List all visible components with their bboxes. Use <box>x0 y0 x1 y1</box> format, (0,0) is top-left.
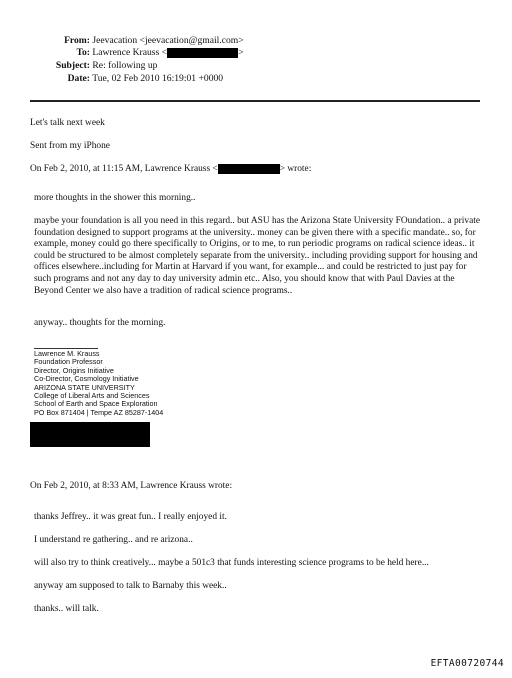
quoted-paragraph-2 <box>34 216 484 297</box>
signature-line: PO Box 871404 | Tempe AZ 85287-1404 <box>34 407 164 417</box>
signature-line: College of Liberal Arts and Sciences <box>34 391 150 401</box>
header-subject <box>30 60 157 72</box>
subject-value: Re: following up <box>92 60 158 71</box>
quote-header-suffix: > wrote: <box>279 164 312 174</box>
redaction-box <box>167 48 238 58</box>
quoted-line: I understand re gathering.. and re arizona.. <box>34 535 193 545</box>
signature-block <box>34 350 163 417</box>
redaction-box <box>30 422 150 447</box>
quote-header-2: On Feb 2, 2010, at 8:33 AM, Lawrence Krauss wrote: <box>30 481 233 491</box>
reply-line-2: Sent from my iPhone <box>30 141 110 151</box>
header-from <box>30 35 244 47</box>
date-value: Tue, 02 Feb 2010 16:19:01 +0000 <box>92 73 224 84</box>
to-label: To: <box>76 47 90 58</box>
signature-name: Lawrence M. Krauss <box>34 349 100 358</box>
quoted-text: maybe your foundation is all you need in this regard.. but ASU has the Arizona State University FOundation.. a private foundation designed to support programs at the university.. money can be given there with a specific mandate.. so, for example, money could go there specifically to Origins, or to me, to run periodic programs on radical science ideas.. it could be structured to be almost completely separate from the university.. including providing support for housing and offices elsewhere..including for Martin at Harvard if you want, for example... and could be restricted to just pay for such programs and not any day to day university admin etc.. Also, you should know that with Paul Davies at the Beyond Center we also have a tradition of radical science programs.. <box>34 216 481 296</box>
signature-line: Director, Origins Initiative <box>34 365 114 375</box>
to-prefix: Lawrence Krauss < <box>92 47 168 58</box>
quoted-text: more thoughts in the shower this morning.. <box>34 193 196 203</box>
quote-header-prefix: On Feb 2, 2010, at 11:15 AM, Lawrence Krauss < <box>30 164 218 174</box>
quoted-line: anyway am supposed to talk to Barnaby this week.. <box>34 581 227 591</box>
quoted-text: anyway.. thoughts for the morning. <box>34 318 166 328</box>
from-label: From: <box>64 35 90 46</box>
document-id: EFTA00720744 <box>430 658 504 669</box>
date-label: Date: <box>67 73 90 84</box>
header-date <box>30 73 223 85</box>
reply-line-1: Let's talk next week <box>30 118 105 128</box>
subject-label: Subject: <box>55 60 90 71</box>
signature-line: Foundation Professor <box>34 357 103 367</box>
quoted-paragraph-3 <box>34 318 484 330</box>
quoted-paragraph-1 <box>34 193 484 205</box>
quoted-line: thanks Jeffrey.. it was great fun.. I really enjoyed it. <box>34 512 227 522</box>
signature-line: School of Earth and Space Exploration <box>34 399 158 409</box>
from-value[interactable]: Jeevacation <jeevacation@gmail.com> <box>92 35 244 46</box>
header-divider <box>30 100 480 102</box>
signature-line: ARIZONA STATE UNIVERSITY <box>34 382 135 392</box>
redaction-box <box>218 164 280 174</box>
quoted-line: thanks.. will talk. <box>34 604 99 614</box>
quote-header-1 <box>30 163 311 175</box>
signature-line: Co-Director, Cosmology Initiative <box>34 374 139 384</box>
header-to <box>30 47 244 59</box>
quoted-line: will also try to think creatively... maybe a 501c3 that funds interesting science programs to be held here... <box>34 558 429 568</box>
to-suffix: > <box>238 47 244 58</box>
